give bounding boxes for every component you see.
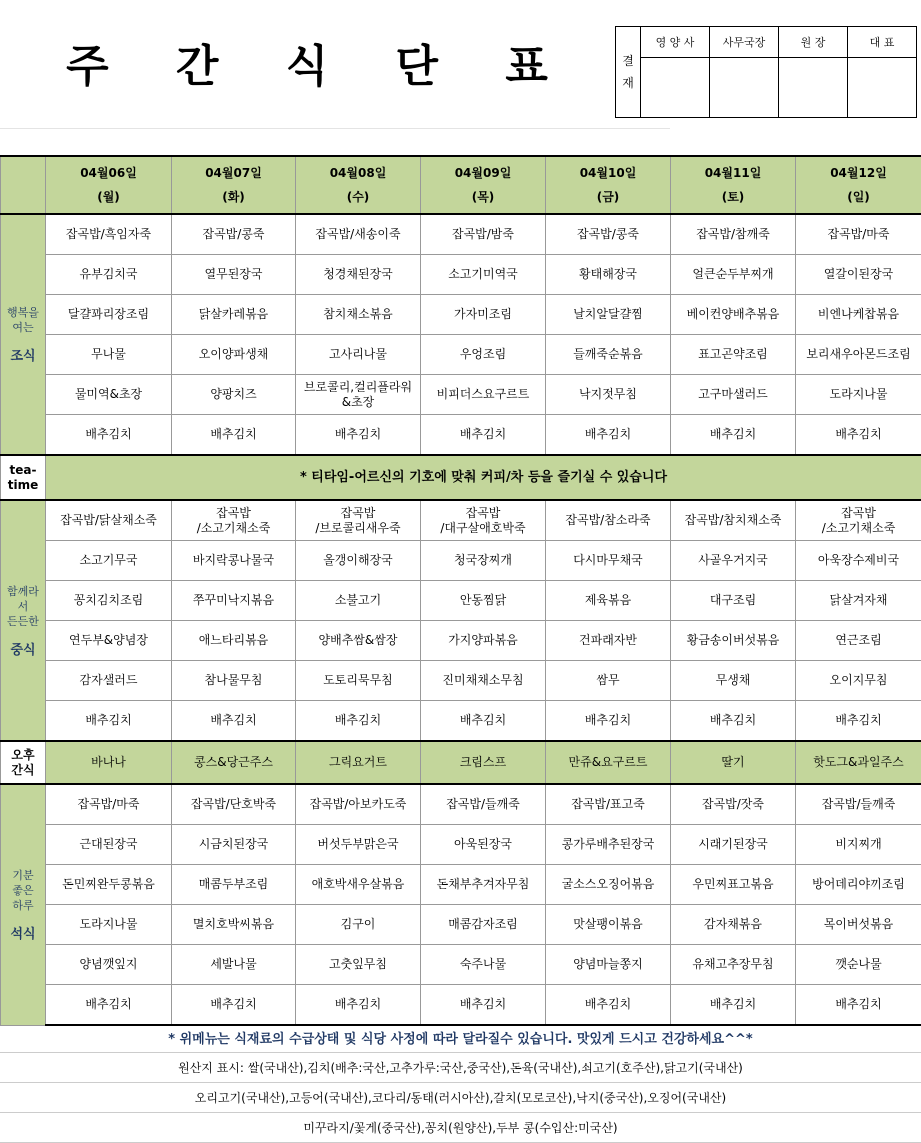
menu-item: 배추김치 — [46, 701, 172, 742]
menu-item: 배추김치 — [296, 415, 421, 456]
menu-item: 양팡치즈 — [172, 375, 296, 415]
menu-item: 굴소스오징어볶음 — [546, 865, 671, 905]
menu-item: 청경채된장국 — [296, 255, 421, 295]
day-header — [546, 156, 671, 214]
menu-item: 올갱이해장국 — [296, 541, 421, 581]
menu-item: 제육볶음 — [546, 581, 671, 621]
menu-item: 배추김치 — [172, 985, 296, 1026]
day-date: 04월08일 — [298, 161, 418, 185]
menu-item: 대구조림 — [671, 581, 796, 621]
origin-line: 미꾸라지/꽃게(중국산),꽁치(원양산),두부 콩(수입산:미국산) — [0, 1113, 921, 1143]
lunch-label — [1, 500, 46, 741]
menu-item: 날치알달걀찜 — [546, 295, 671, 335]
day-date: 04월06일 — [48, 161, 169, 185]
day-header — [796, 156, 921, 214]
menu-item: 닭살카레볶음 — [172, 295, 296, 335]
snack-label: 오후 간식 — [1, 741, 46, 784]
corner-cell — [1, 156, 46, 214]
menu-item: 잡곡밥/마죽 — [796, 214, 921, 255]
menu-item: 쭈꾸미낙지볶음 — [172, 581, 296, 621]
lunch-subtitle: 함께라 서 든든한 — [7, 585, 39, 628]
menu-item: 잡곡밥/들깨죽 — [796, 784, 921, 825]
menu-item: 잡곡밥/흑임자죽 — [46, 214, 172, 255]
snack-item: 바나나 — [46, 741, 172, 784]
menu-item: 황금송이버섯볶음 — [671, 621, 796, 661]
menu-item: 우엉조림 — [421, 335, 546, 375]
menu-item: 사골우거지국 — [671, 541, 796, 581]
menu-item: 베이컨양배추볶음 — [671, 295, 796, 335]
day-date: 04월11일 — [673, 161, 793, 185]
menu-item: 배추김치 — [796, 415, 921, 456]
menu-item: 열무된장국 — [172, 255, 296, 295]
menu-item: 매콤두부조림 — [172, 865, 296, 905]
menu-item: 배추김치 — [546, 415, 671, 456]
signature-box — [848, 58, 917, 118]
day-weekday: (수) — [298, 185, 418, 209]
menu-item: 양념마늘쫑지 — [546, 945, 671, 985]
menu-item: 배추김치 — [172, 415, 296, 456]
menu-item: 오이양파생채 — [172, 335, 296, 375]
day-weekday: (일) — [798, 185, 919, 209]
menu-item: 가지양파볶음 — [421, 621, 546, 661]
menu-item: 달걀꽈리장조림 — [46, 295, 172, 335]
menu-item: 배추김치 — [172, 701, 296, 742]
menu-item: 시금치된장국 — [172, 825, 296, 865]
menu-item: 잡곡밥/밤죽 — [421, 214, 546, 255]
menu-item: 잡곡밥 /소고기채소죽 — [172, 500, 296, 541]
menu-item: 감자샐러드 — [46, 661, 172, 701]
menu-item: 참치채소볶음 — [296, 295, 421, 335]
menu-item: 배추김치 — [671, 985, 796, 1026]
day-header — [296, 156, 421, 214]
dinner-label — [1, 784, 46, 1025]
signature-box — [641, 58, 710, 118]
menu-item: 물미역&초장 — [46, 375, 172, 415]
notice-text: * 위메뉴는 식재료의 수급상태 및 식당 사정에 따라 달라질수 있습니다. 맛있게 드시고 건강하세요^^* — [0, 1022, 921, 1053]
menu-item: 배추김치 — [546, 701, 671, 742]
snack-item: 콩스&당근주스 — [172, 741, 296, 784]
menu-item: 낙지젓무침 — [546, 375, 671, 415]
menu-item: 도라지나물 — [46, 905, 172, 945]
snack-item: 만쥬&요구르트 — [546, 741, 671, 784]
menu-item: 잡곡밥 /대구살애호박죽 — [421, 500, 546, 541]
menu-item: 다시마무채국 — [546, 541, 671, 581]
menu-item: 우민찌표고볶음 — [671, 865, 796, 905]
snack-item: 크림스프 — [421, 741, 546, 784]
menu-item: 잡곡밥/마죽 — [46, 784, 172, 825]
menu-item: 깻순나물 — [796, 945, 921, 985]
teatime-label: tea- time — [1, 455, 46, 500]
menu-item: 닭살겨자채 — [796, 581, 921, 621]
menu-item: 감자채볶음 — [671, 905, 796, 945]
approval-role-director: 원 장 — [779, 27, 848, 58]
menu-item: 세발나물 — [172, 945, 296, 985]
menu-item: 도토리묵무침 — [296, 661, 421, 701]
menu-item: 가자미조림 — [421, 295, 546, 335]
breakfast-title: 조식 — [3, 349, 43, 364]
lunch-title: 중식 — [3, 643, 43, 658]
menu-item: 표고곤약조림 — [671, 335, 796, 375]
menu-item: 배추김치 — [296, 701, 421, 742]
menu-item: 고구마샐러드 — [671, 375, 796, 415]
menu-item: 잡곡밥/참소라죽 — [546, 500, 671, 541]
origin-line: 오리고기(국내산),고등어(국내산),코다리/동태(러시아산),갈치(모로코산),낙지(중국산),오징어(국내산) — [0, 1083, 921, 1113]
menu-item: 진미채채소무침 — [421, 661, 546, 701]
menu-item: 보리새우아몬드조림 — [796, 335, 921, 375]
menu-item: 꽁치김치조림 — [46, 581, 172, 621]
menu-item: 멸치호박씨볶음 — [172, 905, 296, 945]
menu-item: 안동찜닭 — [421, 581, 546, 621]
menu-item: 버섯두부맑은국 — [296, 825, 421, 865]
approval-role-dietitian: 영 양 사 — [641, 27, 710, 58]
day-weekday: (금) — [548, 185, 668, 209]
menu-item: 잡곡밥/참치채소죽 — [671, 500, 796, 541]
menu-item: 잡곡밥 /브로콜리새우죽 — [296, 500, 421, 541]
menu-item: 참나물무침 — [172, 661, 296, 701]
menu-item: 비지찌개 — [796, 825, 921, 865]
menu-item: 바지락콩나물국 — [172, 541, 296, 581]
menu-item: 잡곡밥/들깨죽 — [421, 784, 546, 825]
menu-item: 근대된장국 — [46, 825, 172, 865]
menu-item: 맛살팽이볶음 — [546, 905, 671, 945]
origin-line: 원산지 표시: 쌀(국내산),김치(배추:국산,고추가루:국산,중국산),돈육(국내산),쇠고기(호주산),닭고기(국내산) — [0, 1053, 921, 1083]
day-date: 04월09일 — [423, 161, 543, 185]
day-weekday: (월) — [48, 185, 169, 209]
menu-item: 콩가루배추된장국 — [546, 825, 671, 865]
menu-item: 얼큰순두부찌개 — [671, 255, 796, 295]
menu-item: 연근조림 — [796, 621, 921, 661]
menu-item: 고춧잎무침 — [296, 945, 421, 985]
day-header — [421, 156, 546, 214]
day-weekday: (화) — [174, 185, 293, 209]
menu-item: 돈민찌완두콩볶음 — [46, 865, 172, 905]
footer — [0, 1022, 921, 1143]
approval-role-office-director: 사무국장 — [710, 27, 779, 58]
menu-item: 배추김치 — [796, 701, 921, 742]
menu-item: 김구이 — [296, 905, 421, 945]
menu-item: 건파래자반 — [546, 621, 671, 661]
menu-item: 비엔나케찹볶음 — [796, 295, 921, 335]
menu-item: 배추김치 — [46, 985, 172, 1026]
menu-item: 잡곡밥/잣죽 — [671, 784, 796, 825]
menu-item: 배추김치 — [296, 985, 421, 1026]
menu-item: 방어데리야끼조림 — [796, 865, 921, 905]
menu-item: 잡곡밥 /소고기채소죽 — [796, 500, 921, 541]
menu-item: 잡곡밥/콩죽 — [546, 214, 671, 255]
day-header — [671, 156, 796, 214]
menu-item: 양배추쌈&쌈장 — [296, 621, 421, 661]
weekly-menu-table — [0, 155, 921, 1026]
menu-item: 아욱장수제비국 — [796, 541, 921, 581]
dinner-subtitle: 기분 좋은 하루 — [12, 869, 33, 912]
menu-item: 소불고기 — [296, 581, 421, 621]
menu-item: 쌈무 — [546, 661, 671, 701]
menu-item: 소고기무국 — [46, 541, 172, 581]
menu-item: 배추김치 — [671, 415, 796, 456]
menu-item: 잡곡밥/단호박죽 — [172, 784, 296, 825]
menu-item: 배추김치 — [421, 415, 546, 456]
signature-box — [779, 58, 848, 118]
menu-item: 시래기된장국 — [671, 825, 796, 865]
menu-item: 열갈이된장국 — [796, 255, 921, 295]
menu-item: 배추김치 — [546, 985, 671, 1026]
menu-item: 배추김치 — [46, 415, 172, 456]
menu-item: 양념깻잎지 — [46, 945, 172, 985]
menu-item: 비피더스요구르트 — [421, 375, 546, 415]
day-date: 04월10일 — [548, 161, 668, 185]
menu-item: 잡곡밥/표고죽 — [546, 784, 671, 825]
menu-item: 도라지나물 — [796, 375, 921, 415]
menu-item: 숙주나물 — [421, 945, 546, 985]
snack-item: 딸기 — [671, 741, 796, 784]
breakfast-subtitle: 행복을 여는 — [7, 306, 39, 334]
menu-item: 잡곡밥/닭살채소죽 — [46, 500, 172, 541]
menu-item: 매콤감자조림 — [421, 905, 546, 945]
menu-item: 유부김치국 — [46, 255, 172, 295]
day-header — [172, 156, 296, 214]
menu-item: 무생채 — [671, 661, 796, 701]
menu-item: 무나물 — [46, 335, 172, 375]
day-date: 04월12일 — [798, 161, 919, 185]
approval-label: 결 재 — [616, 27, 641, 118]
day-date: 04월07일 — [174, 161, 293, 185]
menu-item: 유채고추장무침 — [671, 945, 796, 985]
menu-item: 들깨죽순볶음 — [546, 335, 671, 375]
snack-item: 핫도그&과일주스 — [796, 741, 921, 784]
menu-item: 청국장찌개 — [421, 541, 546, 581]
menu-item: 오이지무침 — [796, 661, 921, 701]
menu-item: 황태해장국 — [546, 255, 671, 295]
menu-item: 소고기미역국 — [421, 255, 546, 295]
menu-item: 배추김치 — [421, 701, 546, 742]
menu-item: 잡곡밥/아보카도죽 — [296, 784, 421, 825]
page-title: 주 간 식 단 표 — [40, 30, 600, 94]
day-weekday: (목) — [423, 185, 543, 209]
menu-item: 아욱된장국 — [421, 825, 546, 865]
menu-item: 배추김치 — [421, 985, 546, 1026]
snack-item: 그릭요거트 — [296, 741, 421, 784]
dinner-title: 석식 — [3, 927, 43, 942]
menu-item: 배추김치 — [671, 701, 796, 742]
menu-item: 애호박새우살볶음 — [296, 865, 421, 905]
menu-item: 고사리나물 — [296, 335, 421, 375]
approval-box — [615, 26, 917, 118]
teatime-message: * 티타임-어르신의 기호에 맞춰 커피/차 등을 즐기실 수 있습니다 — [46, 455, 921, 500]
menu-item: 목이버섯볶음 — [796, 905, 921, 945]
menu-item: 브로콜리,컬리플라워 &초장 — [296, 375, 421, 415]
menu-item: 잡곡밥/참깨죽 — [671, 214, 796, 255]
breakfast-label — [1, 214, 46, 455]
day-weekday: (토) — [673, 185, 793, 209]
menu-item: 돈채부추겨자무침 — [421, 865, 546, 905]
menu-item: 잡곡밥/새송이죽 — [296, 214, 421, 255]
menu-item: 애느타리볶음 — [172, 621, 296, 661]
approval-role-ceo: 대 표 — [848, 27, 917, 58]
menu-item: 연두부&양념장 — [46, 621, 172, 661]
sheet-gridline — [0, 128, 670, 129]
menu-item: 잡곡밥/콩죽 — [172, 214, 296, 255]
signature-box — [710, 58, 779, 118]
day-header — [46, 156, 172, 214]
menu-item: 배추김치 — [796, 985, 921, 1026]
